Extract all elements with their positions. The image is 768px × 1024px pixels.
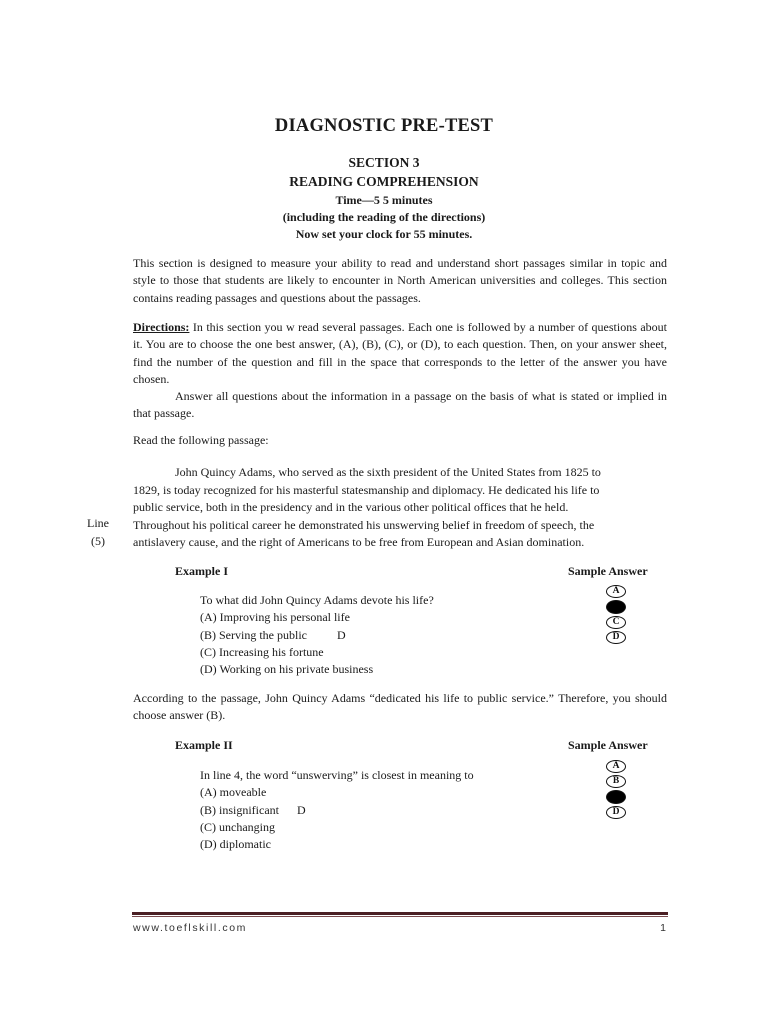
directions-paragraph: [133, 319, 667, 388]
bubble-c: C: [606, 616, 626, 629]
option-a: (A) Improving his personal life: [200, 610, 350, 625]
bubble-d: D: [606, 631, 626, 644]
option-a: (A) moveable: [200, 785, 267, 800]
option-b: [200, 627, 434, 644]
passage-line: John Quincy Adams, who served as the sixth president of the United States from 1825 to: [175, 465, 601, 479]
bubble-a: A: [606, 760, 626, 773]
option-d: (D) diplomatic: [200, 837, 271, 852]
footer-rule-thick: [132, 912, 668, 915]
section-name: READING COMPREHENSION: [289, 174, 479, 189]
passage-line: antislavery cause, and the right of Americans to be free from European and Asian domination.: [133, 535, 585, 550]
bubble-d: D: [606, 806, 626, 819]
section-number: SECTION 3: [348, 155, 420, 170]
read-prompt: Read the following passage:: [133, 433, 269, 447]
question-text: In line 4, the word “unswerving” is closest in meaning to: [200, 768, 474, 782]
bubble-b: B: [606, 775, 626, 788]
example-2-sample-heading: Sample Answer: [568, 738, 648, 752]
intro-paragraph: This section is designed to measure your ability to read and understand short passages similar in topic and style to those that students are likely to encounter in North American universities and colleges. This section contains reading passages and questions about the passages.: [133, 256, 667, 305]
explanation-paragraph: According to the passage, John Quincy Adams “dedicated his life to public service.” Therefore, you should choose answer (B).: [133, 691, 667, 723]
passage-line: Throughout his political career he demonstrated his unswerving belief in freedom of speech, the: [133, 517, 595, 532]
option-b-text: (B) insignificant: [200, 802, 279, 817]
page-title: DIAGNOSTIC PRE-TEST: [274, 116, 494, 136]
option-d: (D) Working on his private business: [200, 662, 374, 677]
footer-rule-thin: [132, 916, 668, 917]
footer-url: www.toeflskill.com: [133, 922, 247, 934]
option-b-text: (B) Serving the public: [200, 627, 307, 642]
bubble-a: A: [606, 585, 626, 598]
time-note: (including the reading of the directions): [282, 210, 486, 224]
answer-all-paragraph: Answer all questions about the information in a passage on the basis of what is stated or implied in that passage.: [133, 389, 667, 421]
stray-mark: D: [296, 802, 306, 817]
passage-line: public service, both in the presidency and in the various other political offices that he held.: [133, 500, 569, 515]
bubble-b-filled: [606, 600, 626, 614]
example-1-sample-heading: Sample Answer: [568, 564, 648, 578]
stray-mark: D: [336, 627, 346, 642]
line-number: (5): [91, 534, 105, 548]
clock-note: Now set your clock for 55 minutes.: [295, 227, 473, 241]
example-2-heading: Example II: [175, 738, 233, 752]
directions-text: In this section you w read several passages. Each one is followed by a number of questions about it. You are to choose the one best answer, (A), (B), (C), or (D), to each question. Then, on your answer sheet, find the number of the question and fill in the space that corresponds to the letter of the answer you have chosen.: [133, 320, 667, 386]
directions-label: Directions:: [133, 320, 190, 334]
example-2-question-block: [200, 767, 474, 853]
option-c: (C) unchanging: [200, 819, 275, 834]
line-label: Line: [87, 516, 109, 530]
question-text: To what did John Quincy Adams devote his life?: [200, 593, 434, 607]
example-2-answer-bubbles: [606, 760, 628, 821]
bubble-c-filled: [606, 790, 626, 804]
passage-line: 1829, is today recognized for his masterful statesmanship and diplomacy. He dedicated his life to: [133, 482, 600, 497]
example-1-question-block: [200, 592, 434, 678]
option-c: (C) Increasing his fortune: [200, 644, 324, 659]
page-number: 1: [660, 922, 666, 934]
example-1-heading: Example I: [175, 564, 229, 578]
option-b: [200, 802, 474, 819]
example-1-answer-bubbles: [606, 585, 628, 646]
time-limit: Time—5 5 minutes: [335, 193, 433, 207]
reading-passage: [133, 464, 673, 552]
